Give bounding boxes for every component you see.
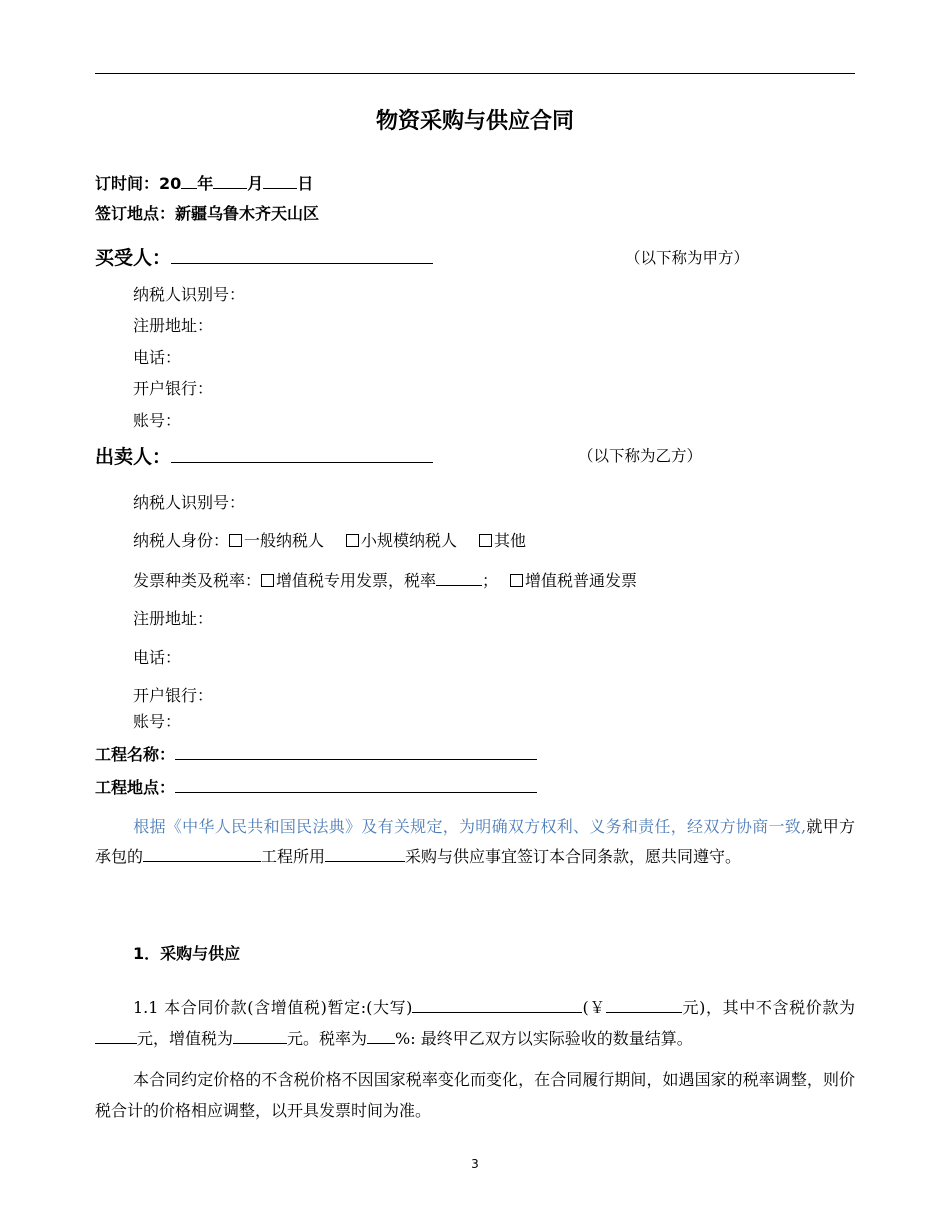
checkbox-vat-normal[interactable]: [510, 574, 523, 587]
identity-option-small: 小规模纳税人: [361, 531, 458, 550]
clause-1-1-a: 1.1 本合同价款(含增值税)暂定:(大写): [133, 998, 413, 1017]
clause-1-1: [95, 992, 855, 1054]
buyer-account: 账号：: [133, 411, 182, 430]
project-name-row: [95, 741, 537, 765]
project-name-blank[interactable]: [175, 741, 537, 760]
invoice-option-special: 增值税专用发票，税率: [276, 571, 437, 590]
section-1-heading: 1．采购与供应: [133, 944, 241, 963]
clause-1-1-c: 元)，其中不含税价款为: [681, 998, 855, 1017]
tax-rate-percent-blank[interactable]: [367, 1026, 395, 1044]
seller-invoice-row: [133, 567, 637, 591]
seller-alias: （以下称为乙方）: [578, 447, 703, 465]
amount-words-blank[interactable]: [412, 995, 582, 1013]
sign-time-prefix: 订时间：20: [95, 174, 182, 193]
seller-label: 出卖人：: [95, 446, 172, 468]
page-number: 3: [471, 1157, 479, 1171]
intro-paragraph: [95, 812, 855, 872]
clause-1-1-d: 元，增值税为: [137, 1029, 234, 1048]
header-rule: [95, 73, 855, 74]
year-blank[interactable]: [181, 170, 197, 189]
day-label: 日: [297, 174, 314, 193]
seller-row: [95, 442, 433, 469]
month-label: 月: [247, 174, 264, 193]
identity-option-general: 一般纳税人: [244, 531, 325, 550]
seller-taxpayer-id: 纳税人识别号：: [133, 493, 246, 512]
invoice-option-normal: 增值税普通发票: [525, 571, 638, 590]
seller-phone: 电话：: [133, 648, 182, 667]
seller-identity-row: [133, 528, 526, 551]
material-blank[interactable]: [325, 844, 405, 862]
month-blank[interactable]: [213, 170, 247, 189]
intro-part1: 就甲方承包的: [95, 817, 855, 866]
seller-address: 注册地址：: [133, 609, 214, 628]
tax-adjustment-text: 本合同约定价格的不含税价格不因国家税率变化而变化，在合同履行期间，如遇国家的税率调整，则价税合计的价格相应调整，以开具发票时间为准。: [95, 1070, 855, 1120]
buyer-taxpayer-id: 纳税人识别号：: [133, 285, 246, 304]
intro-part2: 工程所用: [261, 847, 326, 866]
clause-1-1-f: %: 最终甲乙双方以实际验收的数量结算。: [395, 1029, 693, 1048]
checkbox-small-scale[interactable]: [346, 534, 359, 547]
sign-place: 签订地点：新疆乌鲁木齐天山区: [95, 204, 320, 223]
intro-part3: 采购与供应事宜签订本合同条款，愿共同遵守。: [405, 847, 742, 866]
buyer-address: 注册地址：: [133, 316, 214, 335]
project-blank[interactable]: [143, 844, 261, 862]
identity-option-other: 其他: [494, 531, 527, 550]
clause-1-1-b: (￥: [582, 998, 606, 1017]
project-location-blank[interactable]: [175, 774, 537, 793]
clause-1-1-e: 元。税率为: [287, 1029, 368, 1048]
project-name-label: 工程名称：: [95, 745, 176, 764]
buyer-alias: （以下称为甲方）: [625, 249, 750, 267]
checkbox-other[interactable]: [479, 534, 492, 547]
pretax-amount-blank[interactable]: [95, 1026, 137, 1044]
checkbox-general[interactable]: [229, 534, 242, 547]
vat-amount-blank[interactable]: [233, 1026, 287, 1044]
project-location-label: 工程地点：: [95, 778, 176, 797]
sign-time: [95, 170, 313, 194]
invoice-label: 发票种类及税率：: [133, 571, 262, 590]
day-blank[interactable]: [263, 170, 297, 189]
amount-number-blank[interactable]: [606, 995, 682, 1013]
seller-name-blank[interactable]: [171, 444, 433, 463]
tax-rate-blank[interactable]: [436, 567, 482, 586]
intro-blue-text: 根据《中华人民共和国民法典》及有关规定，为明确双方权利、义务和责任，经双方协商一致,: [133, 817, 807, 836]
section-1-paragraph-2: [95, 1064, 855, 1126]
contract-title: 物资采购与供应合同: [375, 109, 574, 134]
buyer-label: 买受人：: [95, 247, 172, 269]
invoice-separator: ；: [482, 571, 499, 590]
buyer-bank: 开户银行：: [133, 379, 214, 398]
year-label: 年: [197, 174, 214, 193]
buyer-phone: 电话：: [133, 348, 182, 367]
checkbox-vat-special[interactable]: [261, 574, 274, 587]
seller-bank: 开户银行：: [133, 686, 214, 705]
seller-account: 账号：: [133, 712, 182, 731]
identity-label: 纳税人身份：: [133, 531, 230, 550]
project-location-row: [95, 774, 537, 798]
buyer-row: [95, 243, 433, 270]
buyer-name-blank[interactable]: [171, 245, 433, 264]
